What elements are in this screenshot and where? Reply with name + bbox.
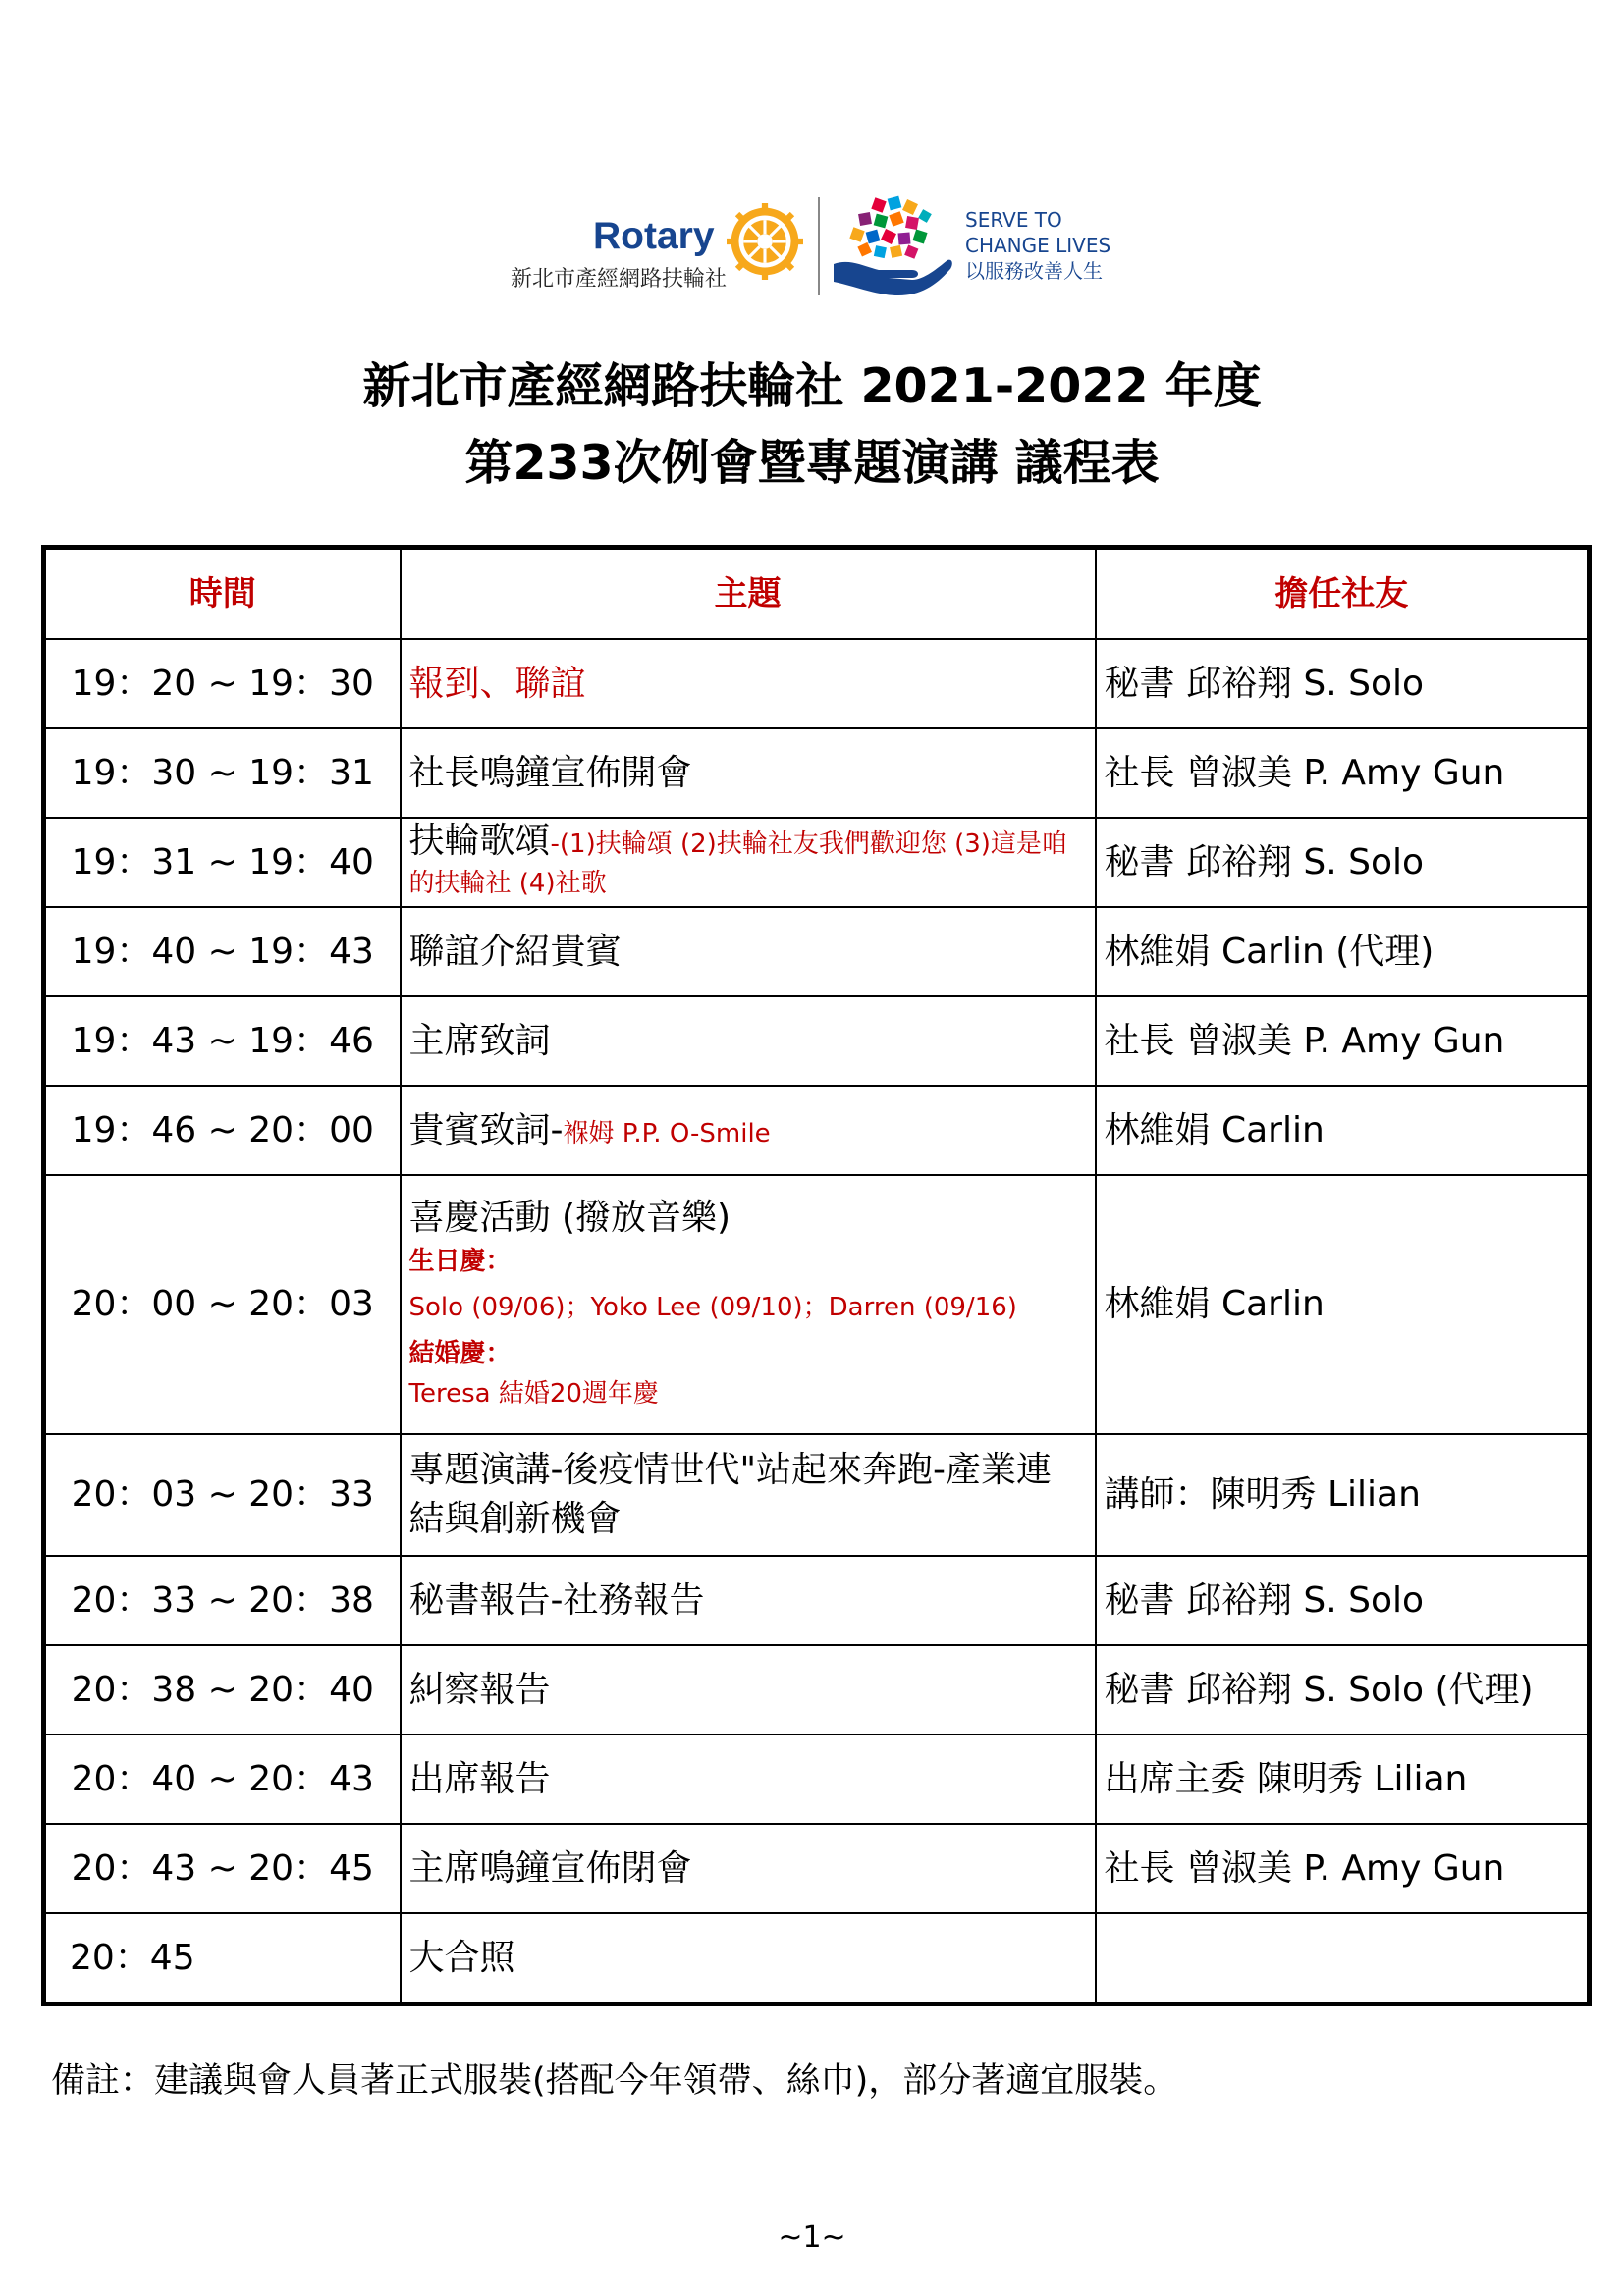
row-topic: 報到、聯誼 xyxy=(401,639,1096,728)
row-person: 秘書 邱裕翔 S. Solo (代理) xyxy=(1096,1645,1590,1735)
row-person: 秘書 邱裕翔 S. Solo xyxy=(1096,639,1590,728)
agenda-table xyxy=(41,545,1592,2006)
table-row xyxy=(44,907,1590,996)
row-time: 19：43 ~ 19：46 xyxy=(44,996,401,1086)
table-row xyxy=(44,1913,1590,2004)
row-person: 出席主委 陳明秀 Lilian xyxy=(1096,1735,1590,1824)
row-person: 秘書 邱裕翔 S. Solo xyxy=(1096,818,1590,907)
theme-text xyxy=(965,207,1110,284)
table-row xyxy=(44,728,1590,818)
row-topic: 出席報告 xyxy=(401,1735,1096,1824)
row-topic: 糾察報告 xyxy=(401,1645,1096,1735)
row-topic: 社長鳴鐘宣佈開會 xyxy=(401,728,1096,818)
row-topic-main: 扶輪歌頌 xyxy=(408,820,551,861)
header-logo xyxy=(461,191,1139,304)
birthday-label: 生日慶： xyxy=(408,1247,512,1276)
row-person: 社長 曾淑美 P. Amy Gun xyxy=(1096,728,1590,818)
row-time: 20：03 ~ 20：33 xyxy=(44,1434,401,1556)
club-name: 新北市產經網路扶輪社 xyxy=(510,267,727,292)
table-row xyxy=(44,1735,1590,1824)
row-topic-main: 喜慶活動 (撥放音樂) xyxy=(408,1198,731,1238)
row-time: 20：40 ~ 20：43 xyxy=(44,1735,401,1824)
theme-line-2: CHANGE LIVES xyxy=(965,234,1111,257)
row-topic: 大合照 xyxy=(401,1913,1096,2004)
row-time: 19：20 ~ 19：30 xyxy=(44,639,401,728)
table-row xyxy=(44,1086,1590,1175)
row-time: 20：45 xyxy=(44,1913,401,2004)
row-topic: 主席鳴鐘宣佈閉會 xyxy=(401,1824,1096,1913)
row-topic xyxy=(401,1086,1096,1175)
row-topic-main: 貴賓致詞- xyxy=(408,1109,564,1150)
row-time: 20：00 ~ 20：03 xyxy=(44,1175,401,1434)
rotary-wheel-icon xyxy=(727,203,803,280)
row-time: 19：40 ~ 19：43 xyxy=(44,907,401,996)
theme-line-3: 以服務改善人生 xyxy=(965,259,1103,283)
row-time: 19：30 ~ 19：31 xyxy=(44,728,401,818)
row-topic: 專題演講-後疫情世代"站起來奔跑-產業連結與創新機會 xyxy=(401,1434,1096,1556)
table-row xyxy=(44,1175,1590,1434)
row-person: 講師：陳明秀 Lilian xyxy=(1096,1434,1590,1556)
table-row xyxy=(44,1645,1590,1735)
table-row xyxy=(44,1824,1590,1913)
header-topic: 主題 xyxy=(401,548,1096,640)
row-topic: 主席致詞 xyxy=(401,996,1096,1086)
header-time: 時間 xyxy=(44,548,401,640)
wedding-label: 結婚慶： xyxy=(408,1339,512,1368)
table-row xyxy=(44,1556,1590,1645)
row-topic-detail: 褓姆 P.P. O-Smile xyxy=(563,1118,771,1148)
wedding-list: Teresa 結婚20週年慶 xyxy=(408,1379,659,1409)
row-time: 19：31 ~ 19：40 xyxy=(44,818,401,907)
row-topic xyxy=(401,1175,1096,1434)
row-person: 林維娟 Carlin (代理) xyxy=(1096,907,1590,996)
row-person: 社長 曾淑美 P. Amy Gun xyxy=(1096,1824,1590,1913)
row-person: 社長 曾淑美 P. Amy Gun xyxy=(1096,996,1590,1086)
row-topic: 秘書報告-社務報告 xyxy=(401,1556,1096,1645)
row-time: 20：43 ~ 20：45 xyxy=(44,1824,401,1913)
page-title-line-1: 新北市產經網路扶輪社 2021-2022 年度 xyxy=(362,358,1262,414)
header-person: 擔任社友 xyxy=(1096,548,1590,640)
row-time: 19：46 ~ 20：00 xyxy=(44,1086,401,1175)
table-row xyxy=(44,818,1590,907)
row-time: 20：38 ~ 20：40 xyxy=(44,1645,401,1735)
theme-line-1: SERVE TO xyxy=(965,208,1062,232)
page-number: ~1~ xyxy=(778,2220,846,2255)
row-person: 林維娟 Carlin xyxy=(1096,1086,1590,1175)
row-person: 林維娟 Carlin xyxy=(1096,1175,1590,1434)
theme-logo xyxy=(830,191,1139,304)
row-person xyxy=(1096,1913,1590,2004)
footnote: 備註：建議與會人員著正式服裝(搭配今年領帶、絲巾)，部分著適宜服裝。 xyxy=(51,2061,1178,2101)
logo-divider xyxy=(818,197,820,295)
row-topic-detail: -(1)扶輪頌 (2)扶輪社友我們歡迎您 (3)這是咱的扶輪社 (4)社歌 xyxy=(408,828,1067,898)
row-time: 20：33 ~ 20：38 xyxy=(44,1556,401,1645)
table-row xyxy=(44,639,1590,728)
table-row xyxy=(44,1434,1590,1556)
hands-globe-icon xyxy=(830,195,953,299)
table-header-row xyxy=(44,548,1590,640)
rotary-wordmark: Rotary xyxy=(593,215,715,257)
rotary-logo xyxy=(461,191,815,304)
table-row xyxy=(44,996,1590,1086)
row-person: 秘書 邱裕翔 S. Solo xyxy=(1096,1556,1590,1645)
page-title-line-2: 第233次例會暨專題演講 議程表 xyxy=(464,435,1160,491)
row-topic: 聯誼介紹貴賓 xyxy=(401,907,1096,996)
row-topic xyxy=(401,818,1096,907)
birthday-list: Solo (09/06)；Yoko Lee (09/10)；Darren (09/16) xyxy=(408,1293,1017,1322)
